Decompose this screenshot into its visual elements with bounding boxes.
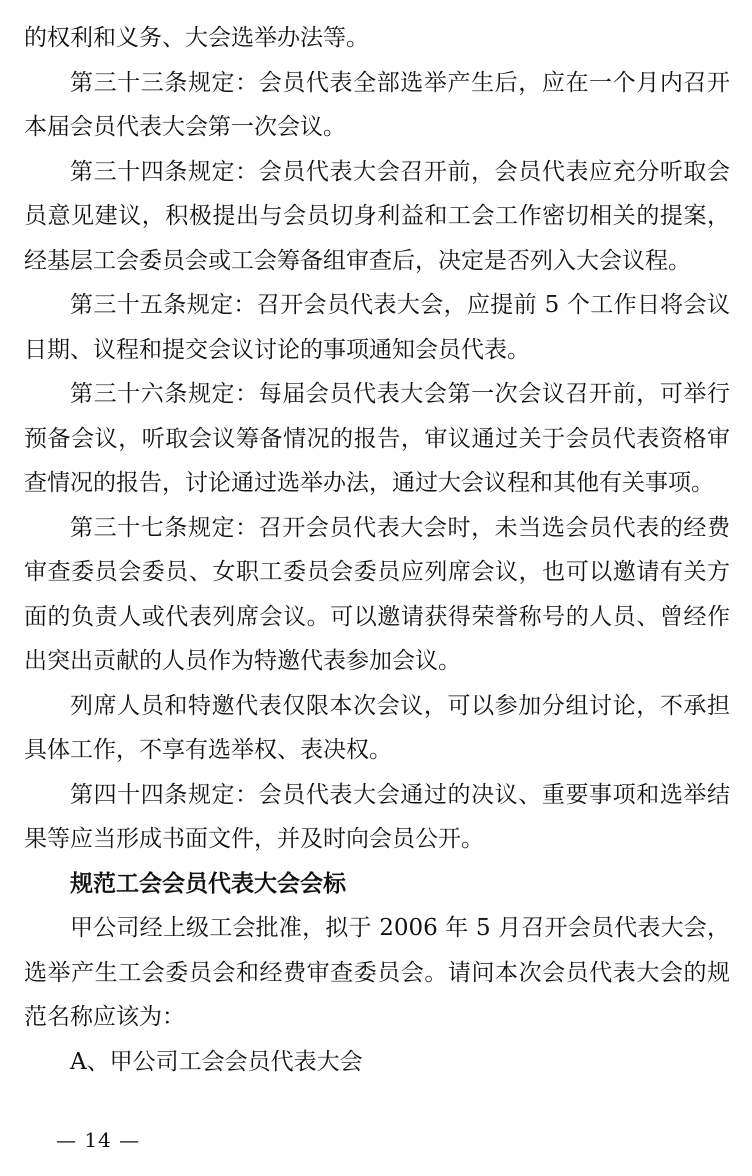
paragraph-article-34: 第三十四条规定：会员代表大会召开前，会员代表应充分听取会员意见建议，积极提出与会员切身利益和工会工作密切相关的提案，经基层工会委员会或工会筹备组审查后，决定是否列入大会议程。 — [24, 158, 730, 274]
paragraph-rights-and-duties: 的权利和义务、大会选举办法等。 — [24, 25, 369, 51]
answer-option-a: A、甲公司工会会员代表大会 — [70, 1048, 363, 1075]
paragraph-article-44: 第四十四条规定：会员代表大会通过的决议、重要事项和选举结果等应当形成书面文件，并及时向会员公开。 — [24, 781, 730, 852]
section-heading: 规范工会会员代表大会会标 — [70, 869, 346, 897]
paragraph-article-33: 第三十三条规定：会员代表全部选举产生后，应在一个月内召开本届会员代表大会第一次会议。 — [24, 69, 730, 140]
paragraph-attendees: 列席人员和特邀代表仅限本次会议，可以参加分组讨论，不承担具体工作，不享有选举权、表决权。 — [24, 692, 730, 763]
page-number: — 14 — — [56, 1128, 141, 1152]
paragraph-question: 甲公司经上级工会批准，拟于 2006 年 5 月召开会员代表大会，选举产生工会委员会和经费审查委员会。请问本次会员代表大会的规范名称应该为： — [24, 915, 730, 1030]
paragraph-article-35: 第三十五条规定：召开会员代表大会，应提前 5 个工作日将会议日期、议程和提交会议讨论的事项通知会员代表。 — [24, 292, 730, 363]
paragraph-article-36: 第三十六条规定：每届会员代表大会第一次会议召开前，可举行预备会议，听取会议筹备情况的报告，审议通过关于会员代表资格审查情况的报告，讨论通过选举办法，通过大会议程和其他有关事项。 — [24, 381, 730, 496]
paragraph-article-37: 第三十七条规定：召开会员代表大会时，未当选会员代表的经费审查委员会委员、女职工委员会委员应列席会议，也可以邀请有关方面的负责人或代表列席会议。可以邀请获得荣誉称号的人员、曾经作出突出贡献的人员作为特邀代表参加会议。 — [24, 514, 730, 674]
